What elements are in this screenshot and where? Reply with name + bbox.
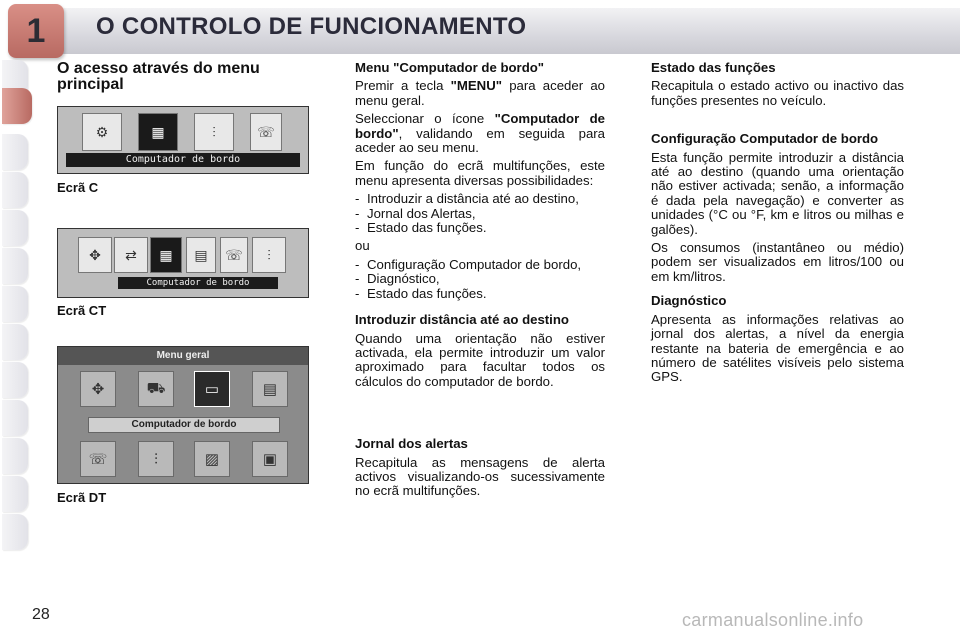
map-icon: ▨ xyxy=(194,441,230,477)
chapter-number: 1 xyxy=(26,11,46,50)
text: para aceder ao menu geral. xyxy=(355,78,605,108)
chapter-tab[interactable] xyxy=(2,134,28,170)
computer-icon: ▦ xyxy=(138,113,178,151)
screen-ct-bar: Computador de bordo xyxy=(118,277,278,289)
car-icon: ⛟ xyxy=(138,371,174,407)
chapter-tab[interactable] xyxy=(2,476,28,512)
or-text: ou xyxy=(355,238,370,254)
navigation-icon: ✥ xyxy=(80,371,116,407)
subheading: Jornal dos alertas xyxy=(355,436,468,452)
list-item: - Configuração Computador de bordo, xyxy=(355,258,605,272)
chapter-tab[interactable] xyxy=(2,438,28,474)
subheading: Configuração Computador de bordo xyxy=(651,131,879,147)
journal-icon: ⇄ xyxy=(114,237,148,273)
chapter-tab[interactable] xyxy=(2,514,28,550)
subheading: Estado das funções xyxy=(651,60,776,75)
paragraph xyxy=(355,112,605,155)
subheading: Introduzir distância até ao destino xyxy=(355,312,569,328)
page-title: O CONTROLO DE FUNCIONAMENTO xyxy=(96,13,527,40)
screen-dt-title: Menu geral xyxy=(58,347,308,365)
page-number: 28 xyxy=(32,606,50,623)
paragraph xyxy=(355,79,605,108)
navigation-icon: ✥ xyxy=(78,237,112,273)
text: , validando em seguida para aceder ao seu menu. xyxy=(355,125,605,156)
section-title-line2: principal xyxy=(57,76,124,93)
tools-icon: ⚙ xyxy=(82,113,122,151)
mixer-icon: ⫶ xyxy=(194,113,234,151)
screen-dt-image xyxy=(57,346,309,484)
paragraph: Esta função permite introduzir a distância até ao destino (quando uma orientação não estiver activada; senão, a informação é dada pela navegação) e converter as unidades (°C ou °F, km e litros ou milhas e galões). xyxy=(651,149,904,237)
paragraph: Apresenta as informações relativas ao jornal dos alertas, a nível da energia restante na bateria de emergência e ao número de satélites visíveis pelo sistema GPS. xyxy=(651,311,904,385)
chapter-tab[interactable] xyxy=(2,324,28,360)
chapter-tab[interactable] xyxy=(2,248,28,284)
right-column xyxy=(651,61,904,389)
watermark: carmanualsonline.info xyxy=(682,610,864,630)
phone-icon: ☏ xyxy=(80,441,116,477)
computer-icon: ▦ xyxy=(150,237,182,273)
screen-c-label: Ecrã C xyxy=(57,180,99,195)
phone-icon: ☏ xyxy=(250,113,282,151)
list-item: - Jornal dos Alertas, xyxy=(355,207,605,221)
list-item: - Estado das funções. xyxy=(355,221,605,235)
chapter-tab[interactable] xyxy=(2,172,28,208)
document-icon: ▤ xyxy=(186,237,216,273)
page-header xyxy=(0,0,960,56)
chapter-tab[interactable] xyxy=(2,210,28,246)
phone-icon: ☏ xyxy=(220,237,248,273)
screen-dt-label: Ecrã DT xyxy=(57,490,107,505)
screen-ct-label: Ecrã CT xyxy=(57,303,107,318)
document-icon: ▤ xyxy=(252,371,288,407)
left-column xyxy=(57,61,313,93)
options-list-2 xyxy=(355,258,605,301)
video-icon: ▣ xyxy=(252,441,288,477)
screen-ct-image xyxy=(57,228,309,298)
screen-dt-bar: Computador de bordo xyxy=(88,417,280,433)
chapter-tab[interactable] xyxy=(2,286,28,322)
middle-column xyxy=(355,61,605,503)
paragraph: Recapitula as mensagens de alerta activos visualizando-os sucessivamente no ecrã multifunções. xyxy=(355,454,605,499)
bold-text: "Computador de bordo" xyxy=(355,111,605,141)
chapter-tab[interactable] xyxy=(2,362,28,398)
menu-heading: Menu "Computador de bordo" xyxy=(355,60,545,75)
list-item: - Estado das funções. xyxy=(355,287,605,301)
mixer-icon: ⫶ xyxy=(252,237,286,273)
mixer-icon: ⫶ xyxy=(138,441,174,477)
list-item: - Diagnóstico, xyxy=(355,272,605,286)
chapter-badge xyxy=(8,4,64,58)
subheading: Diagnóstico xyxy=(651,293,727,309)
screen-c-image xyxy=(57,106,309,174)
options-list-1 xyxy=(355,192,605,235)
paragraph: Quando uma orientação não estiver activada, ela permite introduzir um valor aproximado para facultar todos os cálculos do computador de bordo. xyxy=(355,330,605,389)
section-title-line1: O acesso através do menu xyxy=(57,60,260,77)
text: Premir a tecla xyxy=(355,78,451,94)
section-title xyxy=(57,61,313,93)
list-item: - Introduzir a distância até ao destino, xyxy=(355,192,605,206)
chapter-tab-active[interactable] xyxy=(2,88,32,124)
bold-text: "MENU" xyxy=(450,78,502,94)
chapter-tabs xyxy=(0,60,34,580)
paragraph: Em função do ecrã multifunções, este menu apresenta diversas possibilidades: xyxy=(355,158,605,188)
paragraph: Recapitula o estado activo ou inactivo das funções presentes no veículo. xyxy=(651,78,904,108)
screen-c-bar: Computador de bordo xyxy=(66,153,300,167)
paragraph: Os consumos (instantâneo ou médio) podem ser visualizados em litros/100 ou em km/litros. xyxy=(651,240,904,284)
computer-icon: ▭ xyxy=(194,371,230,407)
chapter-tab[interactable] xyxy=(2,400,28,436)
text: Seleccionar o ícone xyxy=(355,111,495,127)
